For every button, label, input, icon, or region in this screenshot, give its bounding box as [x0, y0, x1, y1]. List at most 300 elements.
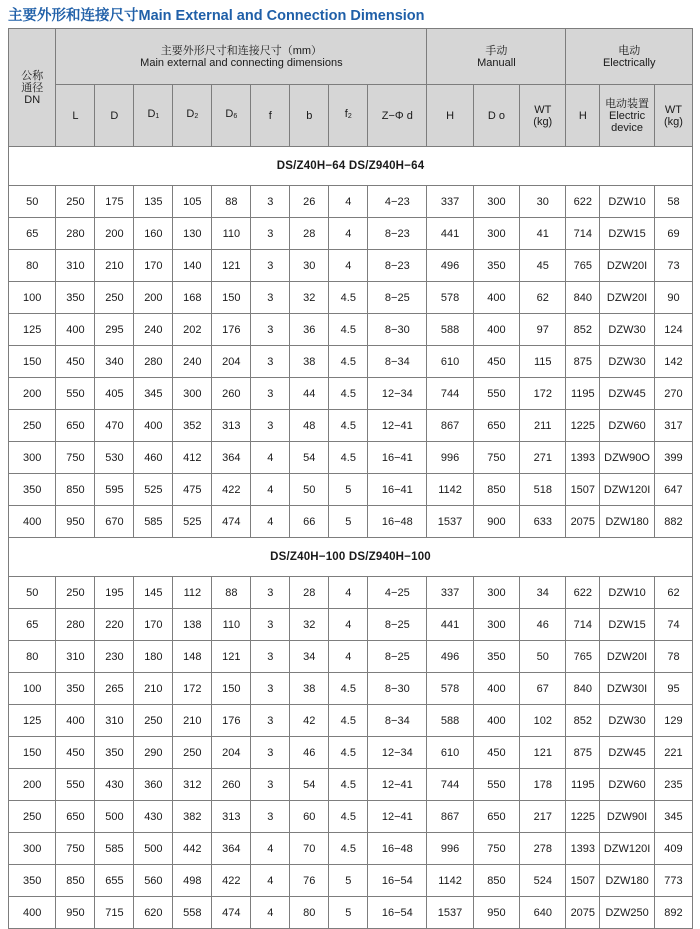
cell-f2: 5 — [329, 865, 368, 897]
cell-D6: 260 — [212, 378, 251, 410]
cell-bolt-holes: 12−41 — [368, 769, 427, 801]
col-header-device-line1: 电动装置 — [605, 97, 650, 110]
cell-D1: 400 — [134, 410, 173, 442]
table-row — [9, 705, 693, 737]
cell-f: 4 — [251, 865, 290, 897]
cell-L: 310 — [56, 250, 95, 282]
header-main-en: Main external and connecting dimensions — [140, 56, 343, 69]
cell-D: 350 — [95, 737, 134, 769]
cell-wt-manual: 41 — [520, 218, 566, 250]
cell-electric-device: DZW15 — [600, 609, 655, 641]
cell-D: 195 — [95, 577, 134, 609]
cell-b: 44 — [290, 378, 329, 410]
cell-L: 850 — [56, 865, 95, 897]
cell-f: 3 — [251, 282, 290, 314]
cell-Do: 350 — [473, 641, 519, 673]
header-manual-en: Manuall — [477, 56, 516, 69]
cell-f2: 4.5 — [329, 410, 368, 442]
header-manual — [427, 29, 566, 85]
cell-D2: 300 — [173, 378, 212, 410]
header-manual-cn: 手动 — [485, 44, 508, 57]
cell-D: 175 — [95, 186, 134, 218]
cell-D6: 474 — [212, 506, 251, 538]
cell-D6: 313 — [212, 410, 251, 442]
cell-dn: 400 — [9, 897, 56, 929]
cell-f: 4 — [251, 506, 290, 538]
table-row — [9, 474, 693, 506]
cell-bolt-holes: 4−23 — [368, 186, 427, 218]
cell-D6: 121 — [212, 250, 251, 282]
cell-D6: 474 — [212, 897, 251, 929]
cell-H-electric: 765 — [566, 250, 600, 282]
dimension-table — [8, 28, 693, 929]
cell-D1: 525 — [134, 474, 173, 506]
cell-f: 3 — [251, 577, 290, 609]
cell-L: 650 — [56, 801, 95, 833]
cell-f: 4 — [251, 833, 290, 865]
cell-H-electric: 852 — [566, 705, 600, 737]
cell-electric-device: DZW60 — [600, 769, 655, 801]
cell-f: 3 — [251, 250, 290, 282]
cell-wt-electric: 270 — [654, 378, 692, 410]
cell-D2: 312 — [173, 769, 212, 801]
cell-H-manual: 1142 — [427, 474, 473, 506]
col-header-device-line2: Electric — [609, 109, 646, 122]
cell-H-electric: 1225 — [566, 801, 600, 833]
cell-L: 750 — [56, 442, 95, 474]
cell-D1: 290 — [134, 737, 173, 769]
cell-D: 585 — [95, 833, 134, 865]
cell-H-manual: 744 — [427, 378, 473, 410]
col-header-wt-electric-line2: (kg) — [664, 115, 683, 128]
cell-dn: 80 — [9, 250, 56, 282]
cell-electric-device: DZW120I — [600, 833, 655, 865]
cell-H-manual: 867 — [427, 410, 473, 442]
cell-L: 280 — [56, 609, 95, 641]
cell-D6: 204 — [212, 737, 251, 769]
table-row — [9, 801, 693, 833]
col-header-L: L — [56, 85, 95, 147]
cell-f2: 4 — [329, 186, 368, 218]
cell-bolt-holes: 8−25 — [368, 609, 427, 641]
section-header-row — [9, 538, 693, 577]
col-header-D2-sub: 2 — [194, 113, 199, 120]
col-header-D6 — [212, 85, 251, 147]
cell-D6: 110 — [212, 218, 251, 250]
cell-f: 3 — [251, 737, 290, 769]
table-row — [9, 769, 693, 801]
col-header-wt-manual-line1: WT — [534, 103, 552, 116]
cell-Do: 850 — [473, 474, 519, 506]
cell-H-manual: 1537 — [427, 506, 473, 538]
cell-D: 340 — [95, 346, 134, 378]
table-row — [9, 314, 693, 346]
cell-H-manual: 610 — [427, 737, 473, 769]
cell-Do: 450 — [473, 737, 519, 769]
cell-f: 3 — [251, 378, 290, 410]
cell-wt-manual: 633 — [520, 506, 566, 538]
cell-bolt-holes: 8−25 — [368, 641, 427, 673]
cell-dn: 100 — [9, 673, 56, 705]
cell-dn: 150 — [9, 737, 56, 769]
cell-wt-manual: 97 — [520, 314, 566, 346]
table-row — [9, 506, 693, 538]
cell-f2: 4.5 — [329, 801, 368, 833]
cell-electric-device: DZW180 — [600, 865, 655, 897]
cell-H-electric: 875 — [566, 346, 600, 378]
cell-D: 295 — [95, 314, 134, 346]
cell-H-manual: 588 — [427, 705, 473, 737]
cell-wt-electric: 647 — [654, 474, 692, 506]
cell-electric-device: DZW90O — [600, 442, 655, 474]
cell-wt-manual: 45 — [520, 250, 566, 282]
cell-b: 26 — [290, 186, 329, 218]
cell-Do: 400 — [473, 705, 519, 737]
cell-D2: 240 — [173, 346, 212, 378]
cell-D: 470 — [95, 410, 134, 442]
cell-L: 950 — [56, 506, 95, 538]
cell-Do: 300 — [473, 218, 519, 250]
cell-L: 650 — [56, 410, 95, 442]
cell-b: 60 — [290, 801, 329, 833]
cell-bolt-holes: 12−41 — [368, 801, 427, 833]
col-header-D1 — [134, 85, 173, 147]
cell-D2: 202 — [173, 314, 212, 346]
col-header-H-manual: H — [427, 85, 473, 147]
col-header-D: D — [95, 85, 134, 147]
cell-bolt-holes: 12−41 — [368, 410, 427, 442]
cell-Do: 550 — [473, 769, 519, 801]
cell-wt-electric: 78 — [654, 641, 692, 673]
cell-D6: 260 — [212, 769, 251, 801]
cell-Do: 300 — [473, 609, 519, 641]
cell-bolt-holes: 8−30 — [368, 314, 427, 346]
cell-H-manual: 578 — [427, 673, 473, 705]
cell-D1: 170 — [134, 250, 173, 282]
cell-b: 76 — [290, 865, 329, 897]
cell-L: 250 — [56, 186, 95, 218]
table-row — [9, 641, 693, 673]
col-header-wt-manual-line2: (kg) — [533, 115, 553, 128]
cell-wt-manual: 211 — [520, 410, 566, 442]
cell-wt-electric: 90 — [654, 282, 692, 314]
cell-D1: 145 — [134, 577, 173, 609]
cell-f2: 4.5 — [329, 346, 368, 378]
cell-dn: 50 — [9, 186, 56, 218]
cell-wt-electric: 882 — [654, 506, 692, 538]
cell-H-manual: 496 — [427, 250, 473, 282]
cell-dn: 250 — [9, 801, 56, 833]
page-title-en: Main External and Connection Dimension — [138, 8, 425, 25]
cell-bolt-holes: 16−54 — [368, 865, 427, 897]
cell-H-electric: 1393 — [566, 442, 600, 474]
col-header-Do: D o — [473, 85, 519, 147]
cell-D: 530 — [95, 442, 134, 474]
cell-f: 3 — [251, 410, 290, 442]
cell-L: 350 — [56, 673, 95, 705]
cell-wt-manual: 172 — [520, 378, 566, 410]
cell-D: 200 — [95, 218, 134, 250]
col-header-f2-main: f — [344, 108, 348, 120]
cell-f: 3 — [251, 346, 290, 378]
col-header-D2-main: D — [186, 108, 195, 120]
table-row — [9, 737, 693, 769]
header-dn-line1: 公称 — [21, 69, 44, 82]
cell-wt-manual: 278 — [520, 833, 566, 865]
cell-b: 42 — [290, 705, 329, 737]
cell-wt-electric: 124 — [654, 314, 692, 346]
cell-D: 265 — [95, 673, 134, 705]
table-row — [9, 865, 693, 897]
cell-H-electric: 1195 — [566, 769, 600, 801]
cell-Do: 450 — [473, 346, 519, 378]
cell-D2: 498 — [173, 865, 212, 897]
cell-dn: 65 — [9, 218, 56, 250]
cell-wt-manual: 178 — [520, 769, 566, 801]
cell-f: 4 — [251, 474, 290, 506]
cell-b: 28 — [290, 577, 329, 609]
cell-D6: 150 — [212, 282, 251, 314]
cell-electric-device: DZW30I — [600, 673, 655, 705]
col-header-H-electric: H — [566, 85, 600, 147]
cell-f: 3 — [251, 673, 290, 705]
section-header-row — [9, 147, 693, 186]
cell-wt-electric: 892 — [654, 897, 692, 929]
cell-bolt-holes: 8−34 — [368, 705, 427, 737]
cell-dn: 200 — [9, 769, 56, 801]
cell-D6: 176 — [212, 314, 251, 346]
cell-H-electric: 2075 — [566, 897, 600, 929]
header-dn-line3: DN — [24, 93, 41, 106]
col-header-D6-sub: 6 — [233, 113, 238, 120]
cell-H-manual: 588 — [427, 314, 473, 346]
cell-bolt-holes: 12−34 — [368, 378, 427, 410]
cell-D1: 160 — [134, 218, 173, 250]
cell-D: 655 — [95, 865, 134, 897]
cell-electric-device: DZW15 — [600, 218, 655, 250]
cell-H-manual: 610 — [427, 346, 473, 378]
cell-D1: 280 — [134, 346, 173, 378]
cell-wt-electric: 62 — [654, 577, 692, 609]
cell-D6: 313 — [212, 801, 251, 833]
cell-wt-electric: 399 — [654, 442, 692, 474]
cell-D2: 140 — [173, 250, 212, 282]
cell-D: 230 — [95, 641, 134, 673]
cell-bolt-holes: 8−30 — [368, 673, 427, 705]
cell-H-electric: 1507 — [566, 474, 600, 506]
cell-H-electric: 622 — [566, 577, 600, 609]
cell-D2: 412 — [173, 442, 212, 474]
cell-dn: 150 — [9, 346, 56, 378]
table-row — [9, 282, 693, 314]
cell-H-electric: 875 — [566, 737, 600, 769]
cell-D2: 112 — [173, 577, 212, 609]
cell-D1: 210 — [134, 673, 173, 705]
cell-H-electric: 714 — [566, 609, 600, 641]
section-label: DS/Z40H−100 DS/Z940H−100 — [9, 538, 693, 577]
cell-D: 220 — [95, 609, 134, 641]
cell-b: 48 — [290, 410, 329, 442]
col-header-f2-sub: 2 — [347, 113, 352, 120]
cell-bolt-holes: 16−54 — [368, 897, 427, 929]
cell-electric-device: DZW250 — [600, 897, 655, 929]
col-header-f: f — [251, 85, 290, 147]
cell-D6: 110 — [212, 609, 251, 641]
cell-L: 400 — [56, 314, 95, 346]
cell-wt-electric: 95 — [654, 673, 692, 705]
cell-wt-electric: 345 — [654, 801, 692, 833]
cell-D: 210 — [95, 250, 134, 282]
cell-dn: 300 — [9, 833, 56, 865]
cell-D2: 168 — [173, 282, 212, 314]
cell-bolt-holes: 8−23 — [368, 218, 427, 250]
cell-H-electric: 1225 — [566, 410, 600, 442]
cell-bolt-holes: 8−34 — [368, 346, 427, 378]
cell-H-electric: 1195 — [566, 378, 600, 410]
cell-electric-device: DZW10 — [600, 577, 655, 609]
col-header-wt-electric — [654, 85, 692, 147]
cell-D6: 88 — [212, 577, 251, 609]
cell-D6: 176 — [212, 705, 251, 737]
col-header-b: b — [290, 85, 329, 147]
cell-D6: 204 — [212, 346, 251, 378]
cell-wt-electric: 221 — [654, 737, 692, 769]
cell-electric-device: DZW20I — [600, 641, 655, 673]
cell-L: 450 — [56, 737, 95, 769]
cell-b: 34 — [290, 641, 329, 673]
cell-b: 32 — [290, 282, 329, 314]
cell-L: 550 — [56, 769, 95, 801]
cell-H-electric: 622 — [566, 186, 600, 218]
cell-f: 3 — [251, 801, 290, 833]
cell-D1: 500 — [134, 833, 173, 865]
cell-b: 66 — [290, 506, 329, 538]
cell-wt-electric: 69 — [654, 218, 692, 250]
table-row — [9, 609, 693, 641]
cell-f: 3 — [251, 705, 290, 737]
cell-f2: 4.5 — [329, 282, 368, 314]
cell-f: 3 — [251, 769, 290, 801]
cell-f2: 5 — [329, 474, 368, 506]
col-header-D1-sub: 1 — [155, 113, 160, 120]
page-title — [8, 6, 425, 26]
page-title-cn: 主要外形和连接尺寸 — [8, 8, 139, 25]
cell-D2: 250 — [173, 737, 212, 769]
cell-D1: 240 — [134, 314, 173, 346]
cell-wt-manual: 121 — [520, 737, 566, 769]
cell-Do: 900 — [473, 506, 519, 538]
cell-Do: 850 — [473, 865, 519, 897]
cell-electric-device: DZW45 — [600, 378, 655, 410]
cell-D1: 200 — [134, 282, 173, 314]
cell-H-electric: 852 — [566, 314, 600, 346]
cell-electric-device: DZW10 — [600, 186, 655, 218]
cell-L: 350 — [56, 282, 95, 314]
cell-dn: 200 — [9, 378, 56, 410]
cell-f2: 4 — [329, 218, 368, 250]
cell-electric-device: DZW180 — [600, 506, 655, 538]
cell-wt-manual: 34 — [520, 577, 566, 609]
cell-H-manual: 441 — [427, 218, 473, 250]
cell-D: 670 — [95, 506, 134, 538]
cell-D2: 352 — [173, 410, 212, 442]
cell-D2: 105 — [173, 186, 212, 218]
cell-wt-electric: 317 — [654, 410, 692, 442]
cell-electric-device: DZW30 — [600, 314, 655, 346]
cell-H-manual: 744 — [427, 769, 473, 801]
cell-wt-electric: 235 — [654, 769, 692, 801]
cell-D1: 345 — [134, 378, 173, 410]
table-row — [9, 673, 693, 705]
cell-b: 38 — [290, 346, 329, 378]
header-main-cn: 主要外形尺寸和连接尺寸（mm） — [160, 44, 323, 57]
cell-bolt-holes: 4−25 — [368, 577, 427, 609]
table-row — [9, 250, 693, 282]
cell-wt-manual: 67 — [520, 673, 566, 705]
cell-bolt-holes: 8−25 — [368, 282, 427, 314]
cell-H-electric: 2075 — [566, 506, 600, 538]
cell-L: 950 — [56, 897, 95, 929]
cell-dn: 350 — [9, 474, 56, 506]
cell-wt-electric: 73 — [654, 250, 692, 282]
cell-electric-device: DZW20I — [600, 250, 655, 282]
cell-L: 280 — [56, 218, 95, 250]
cell-b: 30 — [290, 250, 329, 282]
cell-H-manual: 337 — [427, 577, 473, 609]
cell-bolt-holes: 16−41 — [368, 442, 427, 474]
cell-wt-manual: 271 — [520, 442, 566, 474]
cell-b: 50 — [290, 474, 329, 506]
cell-H-manual: 578 — [427, 282, 473, 314]
cell-D: 500 — [95, 801, 134, 833]
table-row — [9, 186, 693, 218]
cell-dn: 100 — [9, 282, 56, 314]
cell-D1: 585 — [134, 506, 173, 538]
cell-electric-device: DZW30 — [600, 705, 655, 737]
cell-Do: 300 — [473, 186, 519, 218]
table-row — [9, 346, 693, 378]
cell-Do: 650 — [473, 410, 519, 442]
cell-f2: 4 — [329, 250, 368, 282]
cell-f: 4 — [251, 442, 290, 474]
cell-H-manual: 337 — [427, 186, 473, 218]
cell-f2: 5 — [329, 506, 368, 538]
col-header-electric-device — [600, 85, 655, 147]
cell-D6: 422 — [212, 474, 251, 506]
cell-f2: 4.5 — [329, 705, 368, 737]
cell-f2: 4.5 — [329, 673, 368, 705]
cell-D2: 558 — [173, 897, 212, 929]
cell-H-manual: 867 — [427, 801, 473, 833]
cell-electric-device: DZW45 — [600, 737, 655, 769]
cell-wt-manual: 115 — [520, 346, 566, 378]
cell-D1: 430 — [134, 801, 173, 833]
cell-H-electric: 1393 — [566, 833, 600, 865]
cell-wt-manual: 102 — [520, 705, 566, 737]
cell-f: 3 — [251, 641, 290, 673]
cell-Do: 350 — [473, 250, 519, 282]
cell-D1: 560 — [134, 865, 173, 897]
cell-Do: 550 — [473, 378, 519, 410]
cell-D1: 250 — [134, 705, 173, 737]
cell-dn: 80 — [9, 641, 56, 673]
header-dn — [9, 29, 56, 147]
cell-f2: 4.5 — [329, 442, 368, 474]
cell-wt-electric: 409 — [654, 833, 692, 865]
cell-H-manual: 1142 — [427, 865, 473, 897]
cell-Do: 400 — [473, 314, 519, 346]
cell-D2: 172 — [173, 673, 212, 705]
